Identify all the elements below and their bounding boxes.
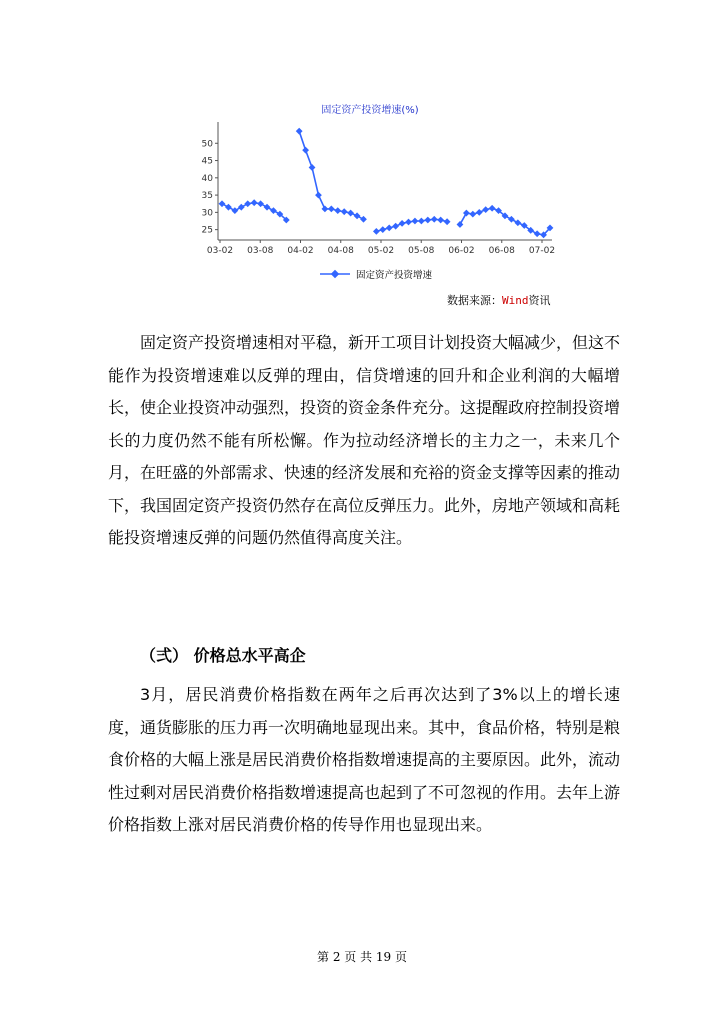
data-point xyxy=(379,226,386,233)
data-point xyxy=(238,204,245,211)
data-point xyxy=(373,228,380,235)
data-point xyxy=(341,208,348,215)
data-point xyxy=(328,206,335,213)
data-point xyxy=(219,200,226,207)
x-tick-label: 07-02 xyxy=(528,246,556,256)
data-point xyxy=(315,192,322,199)
y-axis xyxy=(202,122,218,240)
data-point xyxy=(437,217,444,224)
x-tick-label: 06-02 xyxy=(448,246,475,256)
data-point xyxy=(386,225,393,232)
x-tick-label: 04-02 xyxy=(287,246,314,256)
data-point xyxy=(534,230,541,237)
data-source xyxy=(447,292,551,308)
y-tick-label: 45 xyxy=(201,156,213,167)
legend-marker-icon xyxy=(331,270,339,278)
data-point xyxy=(412,218,419,225)
data-point xyxy=(482,206,489,213)
series-investment-growth xyxy=(219,128,554,238)
section-heading-price: （弍） 价格总水平高企 xyxy=(140,646,306,665)
paragraph-price: 3月，居民消费价格指数在两年之后再次达到了3%以上的增长速度，通货膨胀的压力再一次明确地显现出来。其中，食品价格，特别是粮食价格的大幅上涨是居民消费价格指数增速提高的主要原因。此外，流动性过剩对居民消费价格指数增速提高也起到了不可忽视的作用。去年上游价格指数上涨对居民消费价格的传导作用也显现出来。 xyxy=(108,685,621,834)
data-point xyxy=(302,147,309,154)
data-point xyxy=(347,210,354,217)
data-point xyxy=(424,217,431,224)
legend-label: 固定资产投资增速 xyxy=(356,270,433,281)
data-point xyxy=(431,216,438,223)
x-axis xyxy=(207,240,555,256)
data-point xyxy=(469,211,476,218)
data-point xyxy=(225,204,232,211)
paragraph-investment: 固定资产投资增速相对平稳，新开工项目计划投资大幅减少，但这不能作为投资增速难以反弹的理由，信贷增速的回升和企业利润的大幅增长，使企业投资冲动强烈，投资的资金条件充分。这提醒政府控制投资增长的力度仍然不能有所松懈。作为拉动经济增长的主力之一，未来几个月，在旺盛的外部需求、快速的经济发展和充裕的资金支撑等因素的推动下，我国固定资产投资仍然存在高位反弹压力。此外，房地产领域和高耗能投资增速反弹的问题仍然值得高度关注。 xyxy=(108,333,621,547)
data-point xyxy=(392,223,399,230)
data-point xyxy=(309,164,316,171)
source-label: 数据来源： xyxy=(447,294,502,307)
data-point xyxy=(244,200,251,207)
y-tick-label: 35 xyxy=(201,191,213,202)
data-point xyxy=(322,206,329,213)
x-tick-label: 04-08 xyxy=(327,246,354,256)
page-footer: 第 2 页 共 19 页 xyxy=(317,950,407,964)
data-point xyxy=(360,216,367,223)
x-tick-label: 05-08 xyxy=(408,246,435,256)
data-point xyxy=(334,207,341,214)
source-suffix: 资讯 xyxy=(528,294,551,307)
data-point xyxy=(399,220,406,227)
data-point xyxy=(251,199,258,206)
data-point xyxy=(508,216,515,223)
data-point xyxy=(354,212,361,219)
data-point xyxy=(405,219,412,226)
x-tick-label: 03-08 xyxy=(247,246,274,256)
data-point xyxy=(231,207,238,214)
chart-title: 固定资产投资增速(%) xyxy=(321,105,419,116)
investment-growth-chart xyxy=(190,96,560,296)
data-point xyxy=(444,218,451,225)
data-point xyxy=(257,200,264,207)
data-point xyxy=(264,204,271,211)
data-point xyxy=(270,207,277,214)
source-brand: Wind xyxy=(502,294,529,307)
data-point xyxy=(296,128,303,135)
x-tick-label: 05-02 xyxy=(367,246,395,256)
x-tick-label: 03-02 xyxy=(206,246,234,256)
legend xyxy=(320,269,433,281)
y-tick-label: 50 xyxy=(201,139,213,150)
data-point xyxy=(476,209,483,216)
x-tick-label: 06-08 xyxy=(488,246,515,256)
data-point xyxy=(514,219,521,226)
data-point xyxy=(489,205,496,212)
data-point xyxy=(457,221,464,228)
y-tick-label: 25 xyxy=(201,225,213,236)
y-tick-label: 40 xyxy=(201,173,213,184)
data-point xyxy=(463,210,470,217)
y-tick-label: 30 xyxy=(201,208,213,219)
data-point xyxy=(418,218,425,225)
